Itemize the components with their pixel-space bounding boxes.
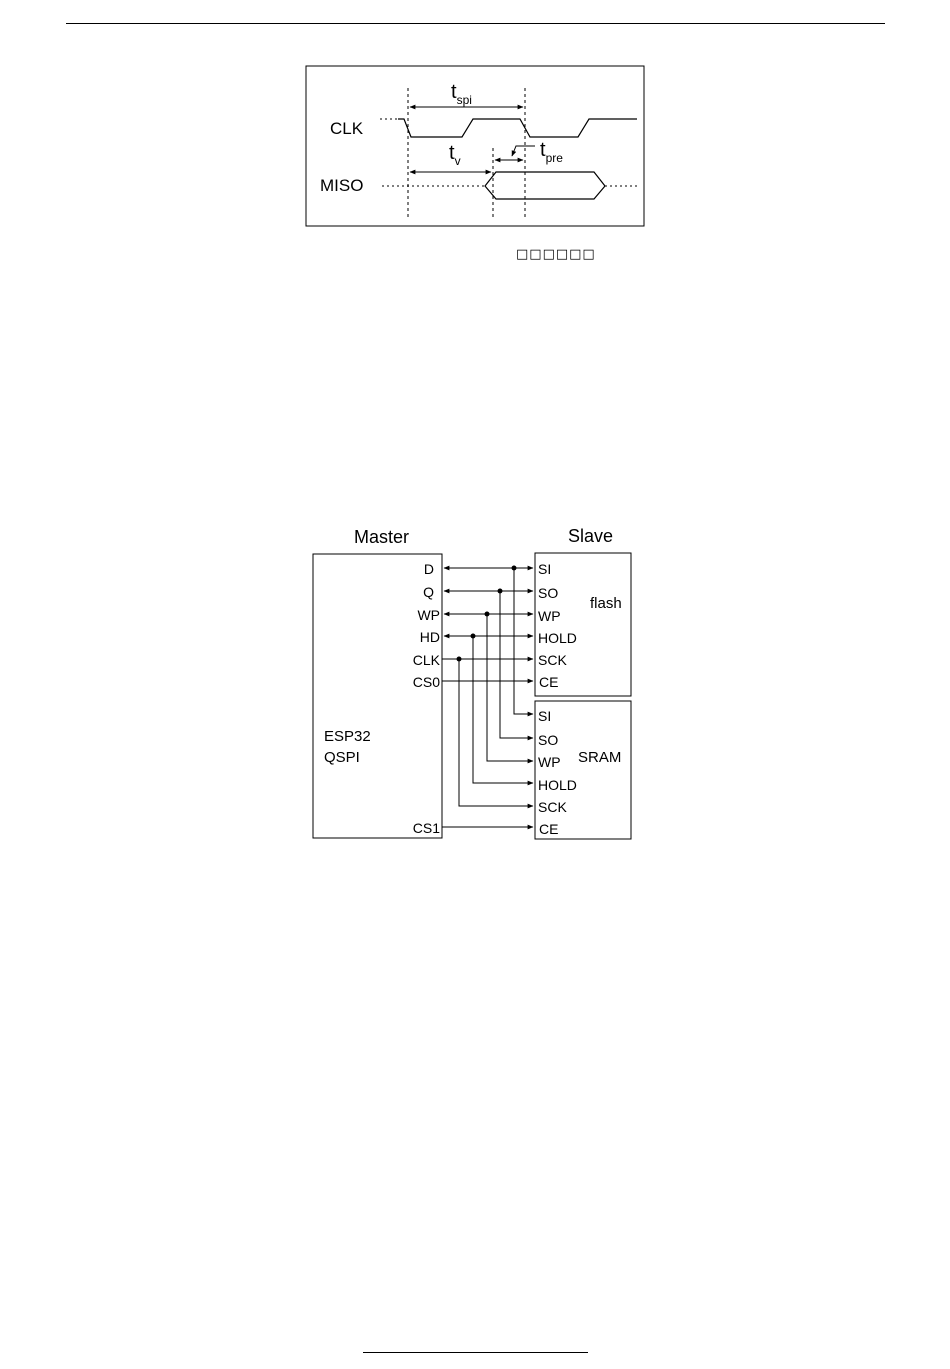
sram-pin-ce: CE [539, 821, 559, 837]
signal-label-clk: CLK [330, 119, 364, 138]
master-pin-wp: WP [417, 607, 440, 623]
master-pin-q: Q [423, 584, 434, 600]
flash-pin-so: SO [538, 585, 559, 601]
master-pin-hd: HD [419, 629, 440, 645]
footer-rule [363, 1352, 588, 1353]
branch-si [514, 568, 533, 714]
flash-pin-si: SI [538, 561, 552, 577]
tv-base: t [449, 142, 455, 164]
master-pin-cs1: CS1 [412, 820, 440, 836]
flash-name: flash [590, 595, 622, 612]
junction-sck [457, 657, 462, 662]
tv-sub: v [454, 154, 461, 168]
tspi-base: t [451, 81, 457, 103]
flash-pin-wp: WP [538, 608, 561, 624]
sram-pin-sck: SCK [538, 799, 567, 815]
flash-pin-ce: CE [539, 674, 559, 690]
master-name-line2: QSPI [324, 749, 360, 766]
signal-label-miso: MISO [320, 176, 364, 195]
figure-caption: □□□□□□ [516, 247, 596, 262]
tspi-sub: spi [456, 93, 472, 107]
flash-pin-hold: HOLD [538, 630, 577, 646]
sram-name: SRAM [578, 749, 622, 766]
branch-so [500, 591, 533, 738]
master-pin-cs0: CS0 [412, 674, 440, 690]
junction-hold [471, 634, 476, 639]
flash-pin-sck: SCK [538, 652, 567, 668]
junction-wp [485, 612, 490, 617]
master-pin-d: D [423, 561, 434, 577]
slave-header: Slave [568, 526, 614, 546]
sram-pin-si: SI [538, 708, 552, 724]
master-pin-clk: CLK [412, 652, 440, 668]
sram-pin-hold: HOLD [538, 777, 577, 793]
master-header: Master [354, 527, 410, 547]
sram-pin-wp: WP [538, 754, 561, 770]
tpre-sub: pre [545, 151, 563, 165]
junction-si [512, 566, 517, 571]
sram-pin-so: SO [538, 732, 559, 748]
junction-so [498, 589, 503, 594]
tpre-base: t [540, 139, 546, 161]
master-name-line1: ESP32 [324, 728, 371, 745]
